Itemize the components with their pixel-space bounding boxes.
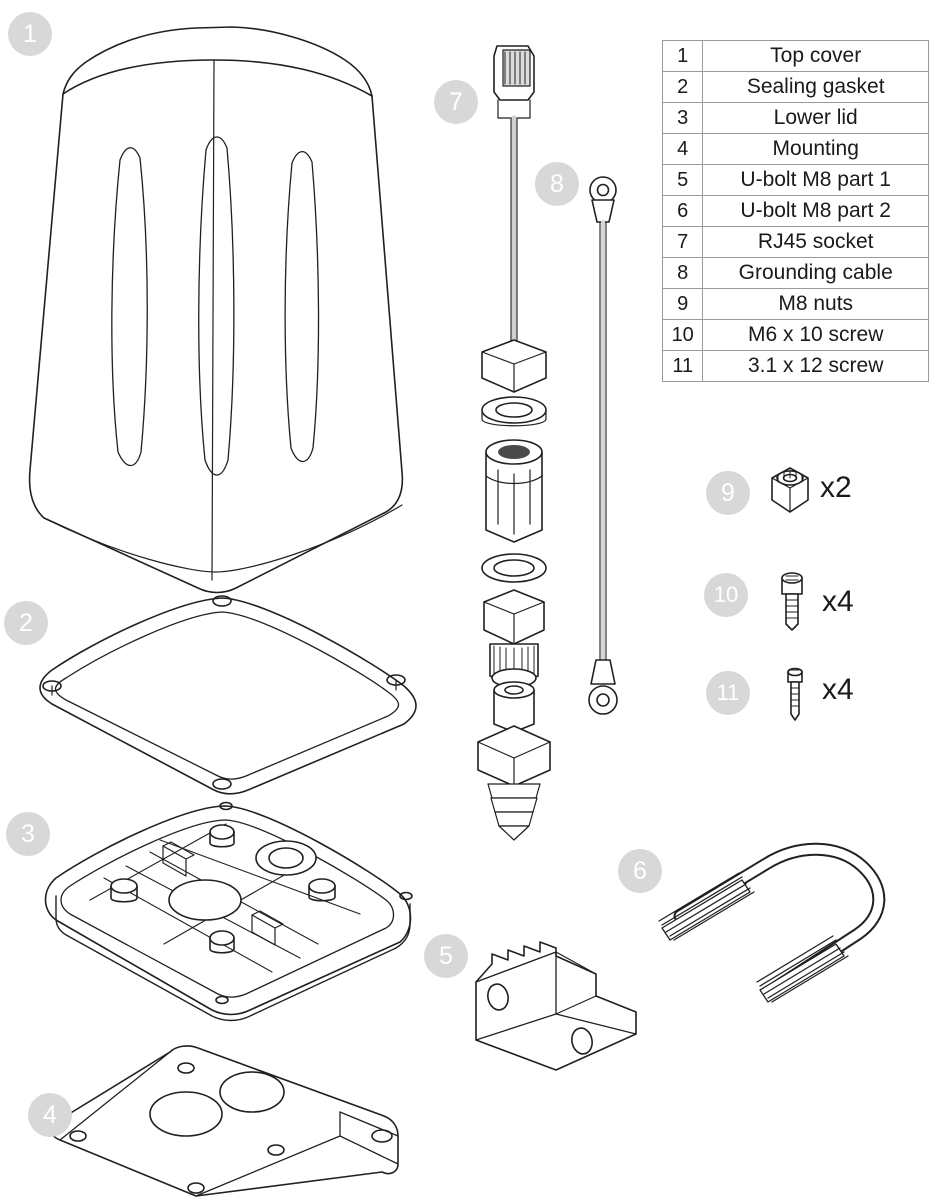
callout-5[interactable]: 5 xyxy=(424,934,468,978)
table-row xyxy=(663,103,929,134)
legend-number: 1 xyxy=(663,41,703,72)
quantity-label-31-screw: x4 xyxy=(822,673,854,706)
callout-11[interactable]: 11 xyxy=(706,671,750,715)
table-row xyxy=(663,196,929,227)
quantity-label-m6-screw: x4 xyxy=(822,585,854,618)
part-rj45-socket-art xyxy=(478,46,550,840)
callout-9[interactable]: 9 xyxy=(706,471,750,515)
legend-label: Top cover xyxy=(703,41,929,72)
quantity-label-m8-nuts: x2 xyxy=(820,471,852,504)
legend-number: 11 xyxy=(663,351,703,382)
legend-label: U-bolt M8 part 1 xyxy=(703,165,929,196)
part-lower-lid-art xyxy=(46,803,413,1021)
callout-3[interactable]: 3 xyxy=(6,812,50,856)
legend-label: M6 x 10 screw xyxy=(703,320,929,351)
callout-2[interactable]: 2 xyxy=(4,601,48,645)
legend-number: 2 xyxy=(663,72,703,103)
legend-label: RJ45 socket xyxy=(703,227,929,258)
table-row xyxy=(663,41,929,72)
legend-number: 4 xyxy=(663,134,703,165)
part-m8-nut-art xyxy=(772,468,808,512)
part-sealing-gasket-art xyxy=(40,596,416,794)
legend-number: 10 xyxy=(663,320,703,351)
legend-number: 3 xyxy=(663,103,703,134)
part-31-screw-art xyxy=(788,669,802,721)
legend-number: 8 xyxy=(663,258,703,289)
callout-10[interactable]: 10 xyxy=(704,573,748,617)
part-m6-screw-art xyxy=(782,573,802,630)
table-row xyxy=(663,289,929,320)
part-mounting-bracket-art xyxy=(51,1046,398,1196)
callout-8[interactable]: 8 xyxy=(535,162,579,206)
legend-number: 5 xyxy=(663,165,703,196)
parts-legend-table xyxy=(662,40,929,382)
table-row xyxy=(663,134,929,165)
legend-label: 3.1 x 12 screw xyxy=(703,351,929,382)
part-ubolt-plate-art xyxy=(476,942,636,1070)
legend-label: Mounting xyxy=(703,134,929,165)
callout-1[interactable]: 1 xyxy=(8,12,52,56)
legend-number: 6 xyxy=(663,196,703,227)
part-top-cover-art xyxy=(30,27,403,593)
legend-label: Grounding cable xyxy=(703,258,929,289)
part-grounding-cable-art xyxy=(589,177,617,714)
legend-label: Lower lid xyxy=(703,103,929,134)
callout-7[interactable]: 7 xyxy=(434,80,478,124)
table-row xyxy=(663,351,929,382)
legend-number: 7 xyxy=(663,227,703,258)
table-row xyxy=(663,227,929,258)
table-row xyxy=(663,165,929,196)
part-ubolt-art xyxy=(659,849,879,1002)
legend-number: 9 xyxy=(663,289,703,320)
table-row xyxy=(663,258,929,289)
callout-6[interactable]: 6 xyxy=(618,849,662,893)
legend-label: Sealing gasket xyxy=(703,72,929,103)
legend-label: M8 nuts xyxy=(703,289,929,320)
legend-label: U-bolt M8 part 2 xyxy=(703,196,929,227)
callout-4[interactable]: 4 xyxy=(28,1093,72,1137)
table-row xyxy=(663,320,929,351)
table-row xyxy=(663,72,929,103)
